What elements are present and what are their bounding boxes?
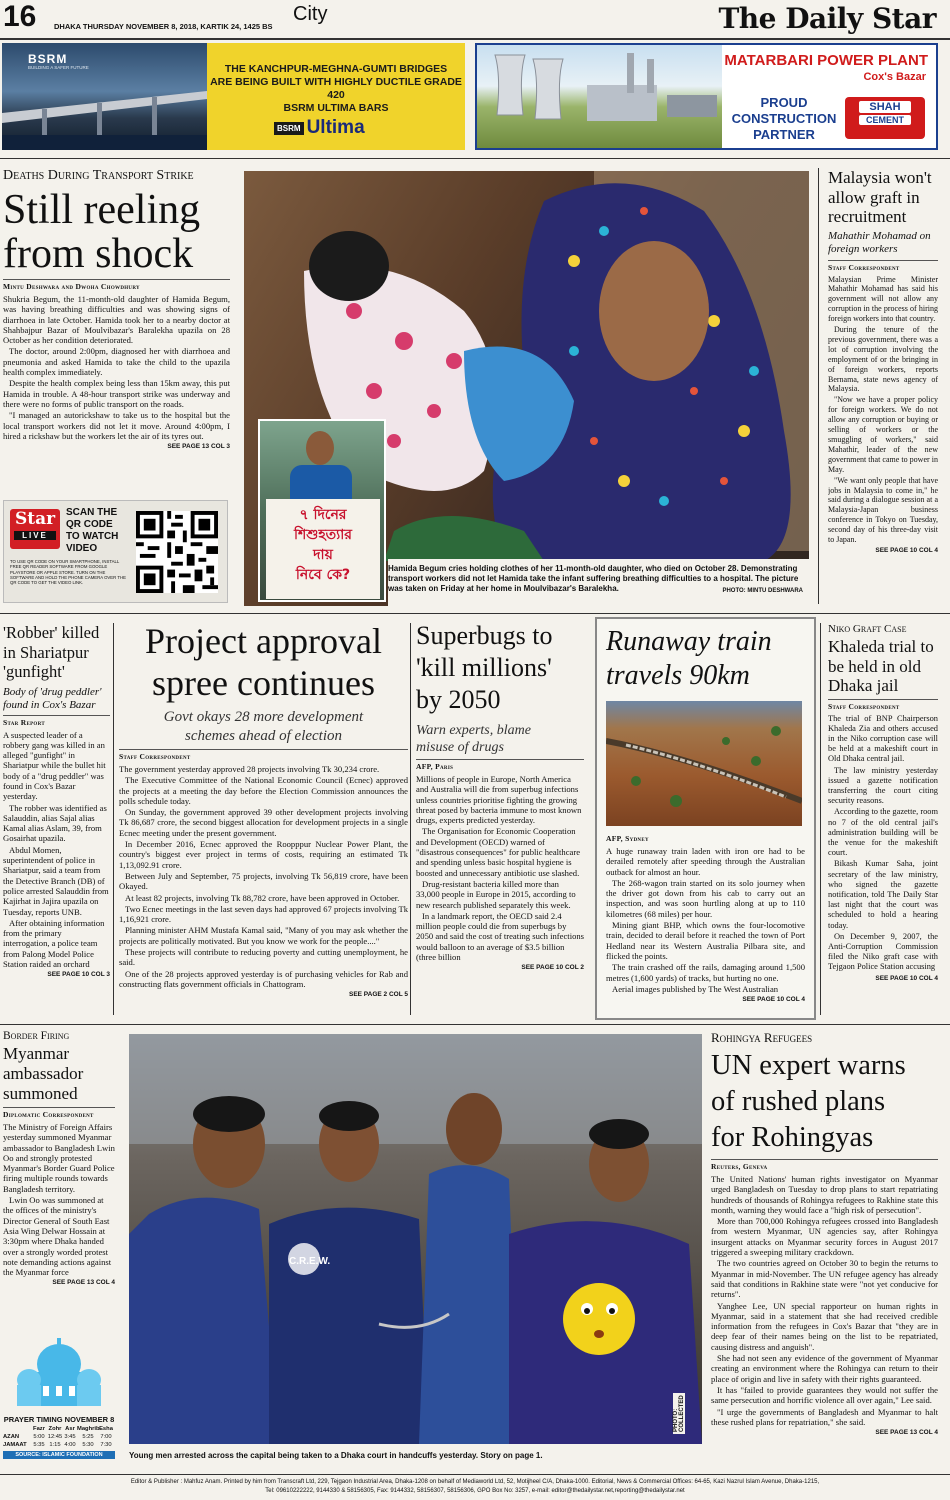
prayer-header-row — [3, 1426, 115, 1432]
section-label: City — [293, 3, 328, 25]
superbugs-paragraph: Millions of people in Europe, North America and Australia will die from superbug infections unless countries prioritise fighting the growing threat posed by bacteria immune to most known drugs, experts predicted yesterday. — [416, 774, 582, 826]
project-see-page[interactable]: SEE PAGE 2 COL 5 — [348, 991, 408, 999]
myanmar-story — [3, 1030, 115, 1328]
lead-photo-credit: PHOTO: MINTU DESHWARA — [722, 588, 803, 594]
prayer-cell: JAMAAT — [3, 1442, 27, 1448]
prayer-col-header: Fazr — [33, 1426, 45, 1432]
rohingya-headline[interactable] — [711, 1048, 938, 1156]
khaleda-body — [828, 714, 938, 973]
superbugs-subhead-line: misuse of drugs — [416, 740, 504, 755]
malaysia-body — [828, 275, 938, 545]
bsrm-logo: BSRM — [28, 52, 68, 66]
lead-paragraph: The doctor, around 2:00pm, diagnosed her with diarrhoea and pneumonia and asked Hamida to take the child to the upazila health complex immediately. — [3, 346, 230, 378]
robber-see-page[interactable]: SEE PAGE 10 COL 3 — [47, 971, 110, 979]
rohingya-story — [711, 1030, 938, 1466]
project-byline: Staff Correspondent — [119, 749, 408, 761]
khaleda-paragraph: On December 9, 2007, the Anti-Corruption Commission filed the Niko graft case with Tejgaon Police Station accusing — [828, 931, 938, 972]
train-body — [606, 846, 805, 994]
rohingya-paragraph: She had not seen any evidence of the government of Myanmar creating an environment where the Rohingya can return to their place of origin and live in safety with their rights guaranteed. — [711, 1353, 938, 1384]
project-paragraph: These projects will contribute to reducing poverty and cutting unemployment, he said. — [119, 947, 408, 968]
rohingya-kicker: Rohingya Refugees — [711, 1030, 813, 1045]
rohingya-body — [711, 1174, 938, 1427]
malaysia-byline: Staff Correspondent — [828, 260, 938, 272]
lead-headline[interactable] — [3, 188, 230, 276]
prayer-cell: 1:15 — [49, 1442, 61, 1448]
prayer-cell: 5:25 — [82, 1434, 94, 1440]
robber-paragraph: The robber was identified as Salauddin, alias Sajal alias Kamal alias Aslam, 39, from Gosairhat upazila. — [3, 802, 107, 844]
superbugs-headline-line: by 2050 — [416, 685, 501, 714]
mosque-icon — [3, 1330, 115, 1408]
qr-code-icon[interactable] — [136, 511, 218, 593]
lead-see-page[interactable]: SEE PAGE 13 COL 3 — [167, 443, 230, 451]
rohingya-paragraph: "I urge the governments of Bangladesh and Myanmar to halt these rushed plans for repatriation," she said. — [711, 1406, 938, 1427]
train-headline[interactable] — [606, 625, 805, 693]
train-see-page[interactable]: SEE PAGE 10 COL 4 — [742, 996, 805, 1004]
train-byline: AFP, Sydney — [606, 834, 649, 843]
train-headline-line: Runaway train — [606, 626, 772, 657]
robber-subhead: Body of 'drug peddler' found in Cox's Bazar — [3, 685, 102, 711]
shah-logo-text: SHAH — [859, 101, 911, 113]
lead-paragraph: "I managed an autorickshaw to take us to the hospital but the local transport workers did not let it move. Around 4:00pm, I hired a rickshaw but the workers let the air of its tyres out. — [3, 410, 230, 441]
lead-paragraph: Shukria Begum, the 11-month-old daughter of Hamida Begum, was having breathing difficulties and was showing signs of diarrhoea in late October. Hamida took her to a nearby doctor at Shahbajpur Bazar of Moulvibazar's Baralekha upazila on 28 October as her condition deteriorated. — [3, 294, 230, 346]
shah-slogan-line: PARTNER — [753, 127, 815, 142]
placard-text: নিবে কে? — [295, 567, 351, 583]
superbugs-body — [416, 774, 584, 962]
prayer-cell: 12:45 — [47, 1434, 63, 1440]
star-live-title-line: SCAN THE — [66, 507, 118, 518]
train-headline-line: travels 90km — [606, 660, 750, 691]
imprint-line: Editor & Publisher : Mahfuz Anam. Printed by him from Transcraft Ltd, 229, Tejgaon Industrial Area, Dhaka-1208 on behalf of Mediaworld Ltd, 52, Motijheel C/A, Dhaka-1000. Editorial, News & Commercial Offices: 64-65, Kazi Nazrul Islam Avenue, Dhaka-1215, — [130, 1479, 820, 1485]
bsrm-product-name: Ultima — [306, 117, 365, 138]
project-paragraph: The Executive Committee of the National Economic Council (Ecnec) approved the projects at a meeting the day before the Election Commission announces the polls schedule today. — [119, 775, 408, 806]
shah-cement-ad[interactable] — [475, 43, 938, 150]
masthead — [0, 0, 950, 38]
superbugs-paragraph: Drug-resistant bacteria killed more than 33,000 people in Europe in 2015, according to new research published separately this week. — [416, 878, 576, 910]
robber-body — [3, 730, 110, 970]
project-headline[interactable] — [119, 620, 408, 704]
lead-headline-line: Still reeling — [3, 187, 201, 233]
project-paragraph: Two Ecnec meetings in the last seven days had approved 67 projects involving Tk 1,16,921 crore. — [119, 903, 408, 925]
prayer-col-header: Esha — [99, 1426, 113, 1432]
malaysia-paragraph: Malaysian Prime Minister Mahathir Mohamad has said his government will not allow any corruption in the process of hiring foreign workers into that country. — [828, 274, 938, 324]
project-paragraph: At least 82 projects, involving Tk 88,782 crore, have been approved in October. — [125, 892, 400, 903]
project-paragraph: Planning minister AHM Mustafa Kamal said, "Many of you may ask whether the projects are politically motivated. But you know we work for the people...." — [119, 925, 408, 946]
imprint-footer — [0, 1478, 950, 1496]
khaleda-paragraph: The law ministry yesterday issued a gazette notification transferring the court citing security reasons. — [828, 765, 938, 806]
placard-text: শিশুহত্যার — [293, 527, 353, 543]
star-live-title-line: TO WATCH — [66, 531, 119, 542]
shah-title: MATARBARI POWER PLANT — [724, 52, 928, 69]
superbugs-headline-line: Superbugs to — [416, 621, 553, 650]
superbugs-story — [416, 620, 584, 1015]
khaleda-paragraph: Bikash Kumar Saha, joint secretary of the law ministry, who signed the gazette notification, told The Daily Star last night that the court was scheduled to hold a hearing today. — [828, 859, 938, 930]
power-plant-image — [477, 45, 722, 148]
superbugs-headline[interactable] — [416, 620, 584, 716]
arrest-photo-caption: Young men arrested across the capital being taken to a Dhaka court in handcuffs yesterday. Story on page 1. — [129, 1451, 543, 1460]
imprint-line: Tel: 09610222222, 9144330 & 58156305, Fax: 9144332, 58156307, 58156306, GPO Box No: 3257, e-mail: editor@thedailystar.net,reporting@thedailystar.net — [265, 1488, 685, 1494]
project-story — [119, 620, 408, 1015]
khaleda-byline: Staff Correspondent — [828, 699, 938, 711]
lead-headline-line: from shock — [3, 231, 194, 277]
star-live-box[interactable] — [3, 500, 228, 603]
bsrm-headline-line: ARE BEING BUILT WITH HIGHLY DUCTILE GRADE 420 — [210, 76, 462, 101]
prayer-col-header: Maghrib — [77, 1426, 100, 1432]
protest-placard — [266, 499, 380, 599]
dateline: DHAKA THURSDAY NOVEMBER 8, 2018, KARTIK 24, 1425 BS — [54, 22, 273, 31]
rohingya-headline-line: UN expert warns — [711, 1050, 906, 1081]
power-plant-illustration — [477, 45, 722, 148]
myanmar-see-page[interactable]: SEE PAGE 13 COL 4 — [52, 1279, 115, 1287]
rohingya-paragraph: More than 700,000 Rohingya refugees crossed into Bangladesh from western Myanmar, UN agencies say, after Rohingya insurgent attacks on Myanmar security forces in August 2017 triggered a sweeping military crackdown. — [711, 1216, 938, 1258]
prayer-col-header: Asr — [65, 1426, 75, 1432]
bsrm-bridge-image — [2, 43, 207, 150]
khaleda-paragraph: The trial of BNP Chairperson Khaleda Zia and others accused in the Niko corruption case will be held at a makeshift court in Old Dhaka central jail. — [828, 713, 938, 764]
superbugs-subhead-line: Warn experts, blame — [416, 723, 531, 738]
shah-slogan-line: CONSTRUCTION — [731, 111, 837, 126]
bsrm-headline-line: BSRM ULTIMA BARS — [283, 102, 389, 114]
prayer-source: SOURCE: ISLAMIC FOUNDATION — [3, 1451, 115, 1459]
page-number: 16 — [3, 0, 37, 33]
project-subhead-line: Govt okays 28 more development — [163, 709, 364, 725]
rohingya-paragraph: The two countries agreed on October 30 to begin the returns to Myanmar in mid-November. The UN refugee agency has already said that conditions in Rakhine state were "not yet conducive for returns". — [711, 1258, 938, 1300]
train-paragraph: Aerial images published by The West Australian — [612, 983, 779, 994]
malaysia-paragraph: "We want only people that have jobs in Malaysia to come in," he said during a dialogue session at a Malaysia-Japan business conference in Tokyo on Tuesday, second day of his three-day visit to Japan. — [828, 475, 938, 545]
train-paragraph: Mining giant BHP, which owns the four-locomotive train, decided to derail before it reached the town of Port Hedland near its Western Australia Pilbara site, and flicked the points. — [606, 920, 805, 961]
malaysia-see-page[interactable]: SEE PAGE 10 COL 4 — [875, 546, 938, 554]
prayer-cell: 4:00 — [64, 1442, 76, 1448]
project-paragraph: The government yesterday approved 28 projects involving Tk 30,234 crore. — [119, 764, 380, 774]
shah-slogan — [729, 95, 839, 143]
prayer-cell: 7:30 — [100, 1442, 112, 1448]
derailed-train-illustration — [606, 701, 802, 826]
lead-photo-caption — [388, 564, 803, 594]
placard-inset-photo — [258, 419, 386, 602]
prayer-cell: 5:35 — [33, 1442, 45, 1448]
train-photo — [606, 701, 802, 826]
myanmar-paragraph: Lwin Oo was summoned at the offices of the ministry's Director General of South East Asia Wing Delwar Hossain at 3:30pm where Dhaka handed over a strongly worded protest note demanding actions against the Myanmar force — [3, 1195, 112, 1278]
superbugs-see-page[interactable]: SEE PAGE 10 COL 2 — [521, 964, 584, 972]
bsrm-tagline: BUILDING A SAFER FUTURE — [28, 65, 89, 70]
project-subhead — [119, 708, 408, 746]
star-live-title-line: VIDEO — [66, 543, 98, 554]
rohingya-headline-line: for Rohingyas — [711, 1122, 874, 1153]
project-subhead-line: schemes ahead of election — [184, 728, 343, 744]
prayer-row-jamaat — [3, 1442, 115, 1448]
star-live-logo-sub: LIVE — [14, 531, 56, 540]
prayer-cell: 5:00 — [33, 1434, 45, 1440]
superbugs-paragraph: The Organisation for Economic Cooperation and Development (OECD) warned of "disastrous consequences" for public healthcare and spending unless basic hospital hygiene is boosted and unnecessary antibiotic use slashed. — [416, 826, 581, 878]
protester-head — [306, 431, 334, 465]
lead-caption-strip — [388, 559, 809, 606]
bsrm-product-prefix: BSRM — [274, 122, 304, 135]
bsrm-headline — [207, 63, 465, 115]
star-live-title — [66, 507, 118, 555]
arrest-photo — [129, 1034, 702, 1444]
star-live-logo-text: Star — [14, 509, 56, 529]
lead-byline: Mintu Deshwara and Dwoha Chowdhury — [3, 279, 230, 291]
prayer-table — [3, 1426, 115, 1448]
lead-photo — [244, 171, 809, 606]
superbugs-headline-line: 'kill millions' — [416, 653, 552, 682]
superbugs-paragraph: In a landmark report, the OECD said 2.4 million people could die from superbugs by 2050 and said the cost of treating such infections would balloon to an average of $3.5 billion (three billion — [416, 910, 584, 963]
lead-story — [3, 168, 230, 495]
project-paragraph: In December 2016, Ecnec approved the Roopppur Nuclear Power Plant, the country's biggest ever project in terms of costs, requiring an estimated Tk 1,13,092.91 crore. — [119, 839, 408, 870]
robber-headline[interactable]: 'Robber' killed in Shariatpur 'gunfight' — [3, 623, 100, 681]
myanmar-body — [3, 1122, 115, 1277]
shirt-text: C.R.E.W. — [289, 1256, 331, 1267]
placard-text: ৭ দিনের — [299, 507, 347, 523]
myanmar-paragraph: The Ministry of Foreign Affairs yesterday summoned Myanmar ambassador to Bangladesh Lwin Oo and strongly protested Myanmar's Border Guard Police firing multiple rounds towards Bangladesh territory. — [3, 1122, 115, 1194]
robber-paragraph: After obtaining information from the primary interrogation, a police team from Palong Model Police Station raided an orchard — [3, 917, 105, 970]
khaleda-story — [828, 623, 938, 1015]
paper-logo[interactable]: The Daily Star — [718, 2, 936, 35]
shah-logo-text: CEMENT — [859, 115, 911, 125]
bsrm-headline-line: THE KANCHPUR-MEGHNA-GUMTI BRIDGES — [224, 63, 448, 75]
placard-text: দায় — [313, 547, 333, 563]
superbugs-subhead — [416, 722, 584, 756]
project-paragraph: Between July and September, 75 projects, involving Tk 56,819 crore, have been Okayed. — [119, 870, 408, 892]
rohingya-headline-line: of rushed plans — [711, 1086, 886, 1117]
shah-subtitle: Cox's Bazar — [863, 71, 926, 83]
lead-kicker: Deaths During Transport Strike — [3, 168, 194, 183]
star-live-instructions: TO USE QR CODE ON YOUR SMARTPHONE, INSTALL FREE QR READER SOFTWARE FROM GOOGLE PLAYSTORE OR APPLE STORE. TURN ON THE SOFTWARE AND HOLD THE PHONE CAMERA OVER THE QR CODE TO GET THE VIDEO LINK. — [10, 559, 126, 586]
khaleda-headline[interactable]: Khaleda trial to be held in old Dhaka jail — [828, 637, 934, 695]
superbugs-byline: AFP, Paris — [416, 759, 584, 771]
train-paragraph: A huge runaway train laden with iron ore had to be derailed remotely after speeding through the Australian outback for almost an hour. — [606, 846, 805, 877]
prayer-cell: AZAN — [3, 1434, 20, 1440]
prayer-col-header — [3, 1426, 31, 1432]
train-story — [595, 617, 816, 1020]
arrest-scene-illustration — [129, 1034, 702, 1444]
prayer-timing-box — [3, 1330, 115, 1466]
robber-paragraph: A suspected leader of a robbery gang was killed in an alleged "gunfight" in Shariatpur while the bullet hit body of a "drug peddler" was found in Cox's Bazar yesterday. — [3, 729, 106, 802]
khaleda-see-page[interactable]: SEE PAGE 10 COL 4 — [875, 974, 938, 982]
project-paragraph: On Sunday, the government approved 39 other development projects involving Tk 86,687 crore, the second biggest allocation for development projects in a single Ecnec meeting under the present government. — [119, 807, 408, 838]
khaleda-paragraph: According to the gazette, room no 7 of the old central jail's administration building will be the venue for the makeshift court. — [828, 807, 938, 858]
project-headline-line: Project approval — [145, 621, 382, 661]
robber-byline: Star Report — [3, 715, 110, 727]
myanmar-headline[interactable]: Myanmar ambassador summoned — [3, 1044, 84, 1103]
bsrm-ad[interactable] — [2, 43, 465, 150]
rohingya-byline: Reuters, Geneva — [711, 1159, 938, 1171]
malaysia-subhead: Mahathir Mohamad on foreign workers — [828, 229, 931, 255]
khaleda-kicker: Niko Graft Case — [828, 623, 907, 635]
project-body — [119, 764, 408, 989]
robber-paragraph: Abdul Momen, superintendent of police in Shariatpur, said a team from the Detective Branch (DB) of police arrested Salauddin from Kajirhat in Jajira upazila on Tuesday, reports UNB. — [3, 844, 109, 917]
malaysia-paragraph: During the tenure of the previous government, there was a lot of corruption involving the employment of or the bringing in of foreign workers, reports Bernama, state news agency of Malaysia. — [828, 325, 938, 394]
malaysia-story — [828, 168, 938, 604]
arrest-photo-credit: PHOTO: COLLECTED — [673, 1395, 685, 1432]
shah-slogan-line: PROUD — [760, 95, 808, 110]
train-paragraph: The train crashed off the rails, damaging around 1,500 metres (1,600 yards) of tracks, but hurting no one. — [606, 962, 805, 983]
rohingya-paragraph: The United Nations' human rights investigator on Myanmar urged Bangladesh on Tuesday to drop plans to start repatriating hundreds of thousands of Rohingya refugees to Rakhine state this month, warning they would face a "high risk of persecution". — [711, 1174, 938, 1215]
project-paragraph: One of the 28 projects approved yesterday is of purchasing vehicles for Rab and constructing flats government officials in Chattogram. — [119, 968, 408, 989]
lead-paragraph: Despite the health complex being less than 15km away, this put Hamida in trouble. A 48-hour transport strike was underway and there were no forms of public transport on the roads. — [3, 378, 230, 409]
myanmar-kicker: Border Firing — [3, 1030, 70, 1042]
prayer-cell: 7:00 — [100, 1434, 112, 1440]
shah-cement-logo — [845, 97, 925, 139]
rohingya-see-page[interactable]: SEE PAGE 13 COL 4 — [875, 1429, 938, 1437]
train-paragraph: The 268-wagon train started on its solo journey when the driver got down from his cab to carry out an inspection, and was soon hurtling along at up to 110 kilometres (68 miles) per hour. — [606, 877, 805, 919]
lead-caption-text: Hamida Begum cries holding clothes of her 11-month-old daughter, who died on October 28. Demonstrating transport workers did not let Hamida take the infant suffering breathing difficulties to a hospital. The picture was taken on Friday at her home in Moulvibazar's Baralekha. — [388, 564, 799, 593]
star-live-logo — [10, 509, 60, 549]
rohingya-paragraph: Yanghee Lee, UN special rapporteur on human rights in Myanmar, said in a statement that she had received credible information from the refugees in Cox's Bazar that "they are in deep fear of their names being on the list to be repatriated, causing distress and anguish". — [711, 1300, 938, 1352]
lead-body — [3, 294, 230, 441]
prayer-cell: 5:30 — [82, 1442, 94, 1448]
bsrm-product-logo — [274, 118, 365, 138]
star-live-title-line: QR CODE — [66, 519, 113, 530]
prayer-col-header: Zohr — [48, 1426, 62, 1432]
malaysia-headline[interactable]: Malaysia won't allow graft in recruitment — [828, 168, 932, 226]
rohingya-paragraph: It has "failed to provide guarantees they would not suffer the same persecution and horrific violence all over again," Lee said. — [711, 1384, 938, 1406]
robber-story — [3, 623, 110, 1015]
project-headline-line: spree continues — [152, 663, 375, 703]
myanmar-byline: Diplomatic Correspondent — [3, 1107, 115, 1119]
prayer-cell: 3:45 — [64, 1434, 76, 1440]
prayer-row-azan — [3, 1434, 115, 1440]
prayer-title: PRAYER TIMING NOVEMBER 8 — [3, 1415, 115, 1424]
malaysia-paragraph: "Now we have a proper policy for foreign workers. We do not allow any corruption or buying or selling of workers or the smuggling of workers," said Mahathir, leader of the new government that came to power in May. — [828, 395, 938, 474]
